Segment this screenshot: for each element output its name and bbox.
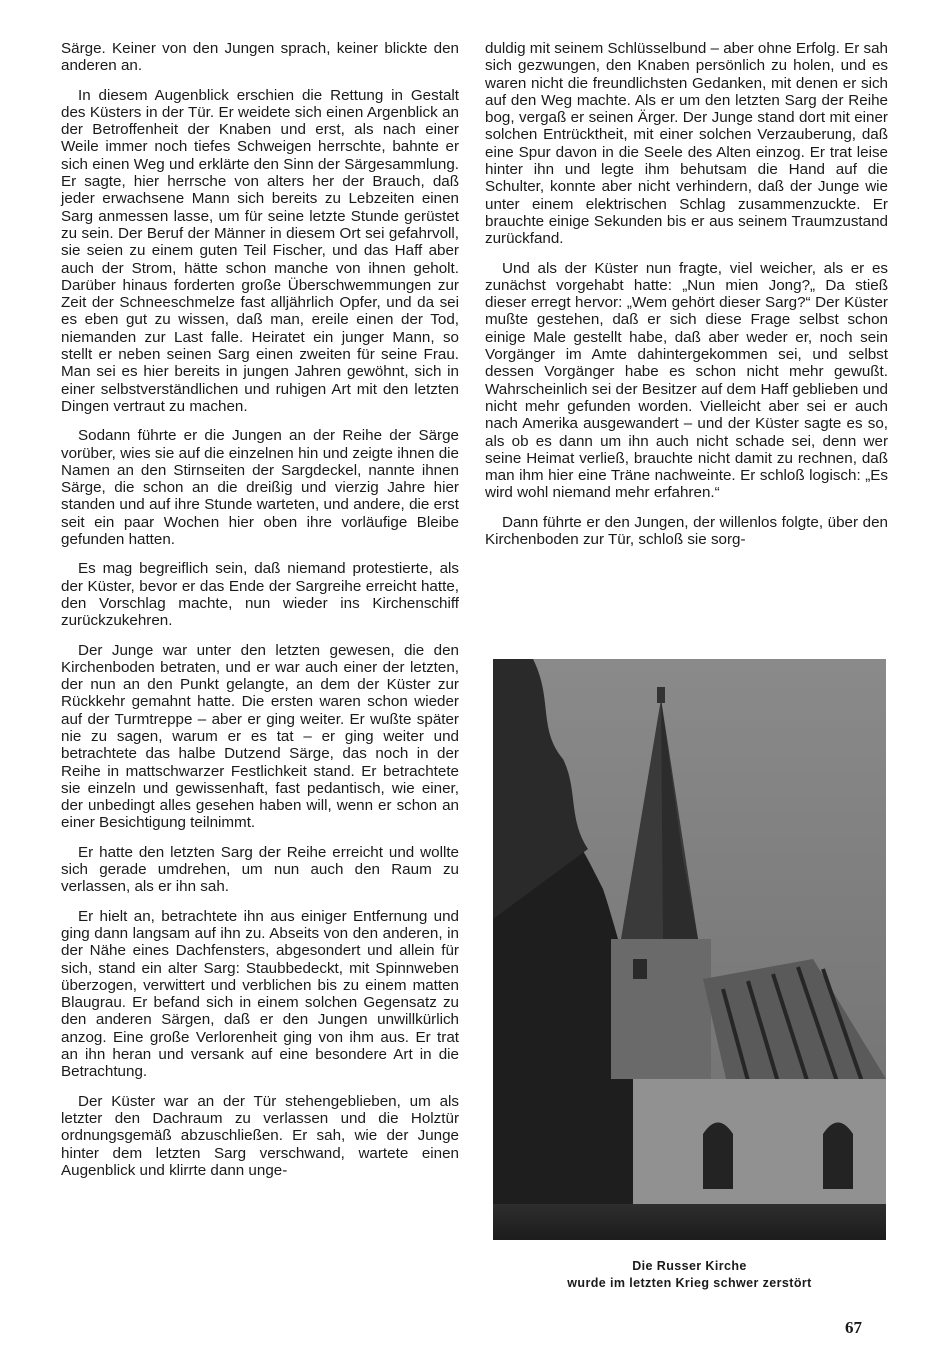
paragraph: Der Junge war unter den letzten gewesen, die den Kirchenboden betraten, und er war auch einer der letzten, der nun an den Punkt gelangte, an dem der Küster zur Rückkehr gemahnt hatte. Die ersten waren schon wieder auf der Turmtreppe – aber er ging weiter. Er wußte später nie zu sagen, warum er es tat – er ging weiter und betrachtete das halbe Dutzend Särge, das noch in der Reihe in mattschwarzer Festlichkeit stand. Er betrachtete sie einzeln und gewissenhaft, fast pedantisch, wie einer, der unbedingt alles gesehen haben will, wenn er schon an einer Besichtigung teilnimmt. xyxy=(61,641,459,832)
left-text-column xyxy=(61,40,459,1191)
paragraph: Der Küster war an der Tür stehengeblieben, um als letzter den Dachraum zu verlassen und die Holztür ordnungsgemäß abzuschließen. Er sah, wie der Junge hinter dem letzten Sarg verschwand, wartete einen Augenblick und klirrte dann unge- xyxy=(61,1092,459,1179)
page-number: 67 xyxy=(845,1318,862,1337)
paragraph: Särge. Keiner von den Jungen sprach, keiner blickte den anderen an. xyxy=(61,40,459,75)
caption-line: wurde im letzten Krieg schwer zerstört xyxy=(567,1276,812,1290)
paragraph: duldig mit seinem Schlüsselbund – aber ohne Erfolg. Er sah sich gezwungen, den Knaben persönlich zu holen, und es waren nicht die freundlichsten Gedanken, mit denen er sich auf den Weg machte. Als er um den letzten Sarg der Reihe bog, vergaß er seinen Ärger. Der Junge stand dort mit einer solchen Entrücktheit, mit einer solchen Verzauberung, daß eine Spur davon in die Seele des Alten einzog. Er trat leise hinter ihn und legte ihm behutsam die Hand auf die Schulter, konnte aber nicht verhindern, daß der Junge wie unter einem elektrischen Schlag zusammenzuckte. Er brauchte einige Sekunden bis er aus seinem Traumzustand zurückfand. xyxy=(485,40,888,248)
paragraph: Sodann führte er die Jungen an der Reihe der Särge vorüber, wies sie auf die einzelnen hin und zeigte ihnen die Namen an den Stirnseiten der Sargdeckel, nannte ihnen Särge, die schon an die dreißig und vierzig Jahre hier standen und auf ihre Stunde warteten, und andere, die erst seit ein paar Wochen hier oben ihre vorläufige Bleibe gefunden hatten. xyxy=(61,427,459,549)
right-text-column xyxy=(485,40,888,560)
paragraph: Es mag begreiflich sein, daß niemand protestierte, als der Küster, bevor er das Ende der Sargreihe erreicht hatte, den Vorschlag machte, nun wieder ins Kirchenschiff zurückzukehren. xyxy=(61,560,459,630)
paragraph: Und als der Küster nun fragte, viel weicher, als er es zunächst vorgehabt hatte: „Nun mien Jong?„ Da stieß dieser erregt hervor: „Wem gehört dieser Sarg?“ Der Küster mußte gestehen, daß er sich diese Frage selbst schon einige Male gestellt habe, daß aber weder er, noch sein Vorgänger im Amte dahintergekommen sei, und selbst dessen Vorgänger habe es schon nicht mehr gewußt. Wahrscheinlich sei der Besitzer auf dem Haff geblieben und nicht mehr gefunden worden. Vielleicht aber sei er auch nach Amerika ausgewandert – und der Küster sagte es so, als ob es dann um ihn auch nicht schade sei, denn wer seine Heimat verließ, brauchte nicht damit zu rechnen, daß man ihm hier eine Träne nachweinte. Er schloß logisch: „Es wird wohl niemand mehr erfahren.“ xyxy=(485,259,888,502)
paragraph: In diesem Augenblick erschien die Rettung in Gestalt des Küsters in der Tür. Er weidete sich einen Argenblick an der Betroffenheit der Knaben und erst, als nach einer Weile immer noch tiefes Schweigen herrschte, bahnte er sich einen Weg und erklärte den Sinn der Särgesammlung. Er sagte, hier herrsche von alters her der Brauch, daß jeder erwachsene Mann sich bereits zu Lebzeiten einen Sarg anmessen lasse, um für seine letzte Stunde gerüstet zu sein. Der Beruf der Männer in diesem Ort sei gefahrvoll, sie seien zu einem guten Teil Fischer, und das Haff aber auch der Strom, hätte schon manche von ihnen geholt. Darüber hinaus forderten große Überschwemmungen zur Zeit der Schneeschmelze fast alljährlich Opfer, und da sei es eben gut zu wissen, daß man, ereile einen der Tod, niemanden zur Last falle. Heiratet ein junger Mann, so stellt er neben seinen Sarg einen zweiten für seine Frau. Man sei es hier bereits in jungen Jahren gewöhnt, sich in einer selbstverständlichen und ruhigen Art mit den letzten Dingen vertraut zu machen. xyxy=(61,86,459,415)
paragraph: Er hielt an, betrachtete ihn aus einiger Entfernung und ging dann langsam auf ihn zu. Abseits von den anderen, in der Nähe eines Dachfensters, abgesondert und allein für sich, stand ein alter Sarg: Staubbedeckt, mit Spinnweben überzogen, verwittert und verblichen bis zu einem matten Blaugrau. Er befand sich in einem solchen Gegensatz zu den anderen Särgen, daß er den Jungen unwillkürlich anzog. Eine große Verlorenheit ging von ihm aus. Er trat an ihn heran und versank auf eine besondere Art in die Betrachtung. xyxy=(61,907,459,1081)
photo-caption xyxy=(493,1258,886,1292)
paragraph: Dann führte er den Jungen, der willenlos folgte, über den Kirchenboden zur Tür, schloß sie sorg- xyxy=(485,513,888,549)
caption-line: Die Russer Kirche xyxy=(632,1259,747,1273)
church-photo xyxy=(493,659,886,1240)
paragraph: Er hatte den letzten Sarg der Reihe erreicht und wollte sich gerade umdrehen, um nun auch den Raum zu verlassen, als er ihn sah. xyxy=(61,843,459,896)
